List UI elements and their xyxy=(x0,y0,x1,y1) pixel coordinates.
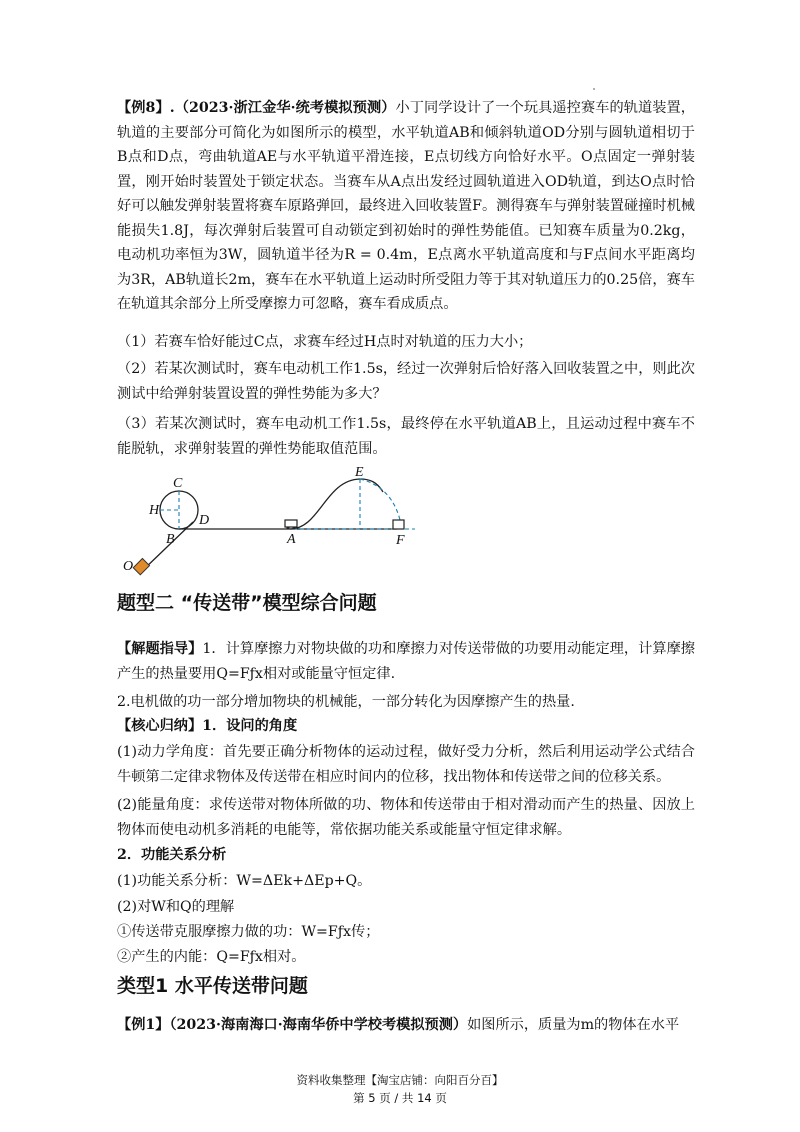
core-paragraph-1: (1)动力学角度：首先要正确分析物体的运动过程，做好受力分析，然后利用运动学公式结合牛顿第二定律求物体及传送带在相应时间内的位移，找出物体和传送带之间的位移关系。 xyxy=(117,744,695,785)
core-paragraph-2: (2)能量角度：求传送带对物体所做的功、物体和传送带由于相对滑动而产生的热量、因放上物体而使电动机多消耗的电能等，常依据功能关系或能量守恒定律求解。 xyxy=(117,797,695,838)
guide-label: 【解题指导】 xyxy=(117,641,203,657)
label-a: A xyxy=(287,532,296,547)
footer-page-number: 第 5 页 / 共 14 页 xyxy=(353,1091,447,1105)
core-label: 【核心归纳】 xyxy=(117,718,203,734)
label-e: E xyxy=(355,465,364,480)
example-1-source: （2023·海南海口·海南华侨中学校考模拟预测） xyxy=(169,1017,468,1033)
guide-paragraph-1 xyxy=(117,637,695,686)
example-8-label: 【例8】. xyxy=(117,100,175,116)
projectile-path xyxy=(360,479,401,524)
label-f: F xyxy=(396,533,405,548)
scan-dot xyxy=(593,88,595,90)
core-title-1: 1．设问的角度 xyxy=(202,718,298,734)
example-1-line xyxy=(117,1013,679,1037)
example-1-label: 【例1】 xyxy=(117,1017,170,1033)
example-8-paragraph xyxy=(117,96,695,317)
friction-work-line: ①传送带克服摩擦力做的功：W=Fƒx传； xyxy=(117,924,380,940)
example-8-source: （2023·浙江金华·统考模拟预测） xyxy=(174,100,396,116)
track-diagram xyxy=(115,462,435,582)
guide-paragraph-2: 2.电机做的功一部分增加物块的机械能，一部分转化为因摩擦产生的热量. xyxy=(117,694,575,710)
car-wheel xyxy=(287,527,290,530)
race-car xyxy=(285,520,297,527)
label-d: D xyxy=(199,513,210,528)
footer-source: 资料收集整理【淘宝店铺：向阳百分百】 xyxy=(296,1073,504,1087)
label-o: O xyxy=(123,559,134,574)
section-2-title: 题型二 “传送带”模型综合问题 xyxy=(117,592,377,614)
question-2: （2）若某次测试时，赛车电动机工作1.5s，经过一次弹射后恰好落入回收装置之中，则此次测试中给弹射装置设置的弹性势能为多大？ xyxy=(117,361,695,402)
label-h: H xyxy=(149,503,160,518)
guide-text-1: 1．计算摩擦力对物块做的功和摩擦力对传送带做的功要用动能定理，计算摩擦产生的热量要用Q=Fƒx相对或能量守恒定律. xyxy=(117,641,695,682)
question-3: （3）若某次测试时，赛车电动机工作1.5s，最终停在水平轨道AB上，且运动过程中赛车不能脱轨，求弹射装置的弹性势能取值范围。 xyxy=(117,416,695,457)
label-b: B xyxy=(166,532,175,547)
launcher-o xyxy=(133,559,149,575)
type-1-title: 类型1 水平传送带问题 xyxy=(117,975,308,997)
core-title-2: 2．功能关系分析 xyxy=(117,847,227,863)
car-wheel xyxy=(293,527,296,530)
example-1-body: 如图所示，质量为m的物体在水平 xyxy=(467,1017,680,1033)
core-heading xyxy=(117,714,297,738)
w-q-understanding-line: (2)对W和Q的理解 xyxy=(117,899,235,915)
question-1: （1）若赛车恰好能过C点，求赛车经过H点时对轨道的压力大小； xyxy=(117,334,533,350)
label-c: C xyxy=(173,476,183,491)
internal-energy-line: ②产生的内能：Q=Fƒx相对。 xyxy=(117,949,306,965)
example-8-body: 小丁同学设计了一个玩具遥控赛车的轨道装置，轨道的主要部分可简化为如图所示的模型，水平轨道AB和倾斜轨道OD分别与圆轨道相切于B点和D点，弯曲轨道AE与水平轨道平滑连接，E点切线方向恰好水平。O点固定一弹射装置，刚开始时装置处于锁定状态。当赛车从A点出发经过圆轨道进入OD轨道，到达O点时恰好可以触发弹射装置将赛车原路弹回，最终进入回收装置F。测得赛车与弹射装置碰撞时机械能损失1.8J，每次弹射后装置可自动锁定到初始时的弹性势能值。已知赛车质量为0.2kg，电动机功率恒为3W，圆轨道半径为R = 0.4m，E点离水平轨道高度和与F点间水平距离均为3R，AB轨道长2m，赛车在水平轨道上运动时所受阻力等于其对轨道压力的0.25倍，赛车在轨道其余部分上所受摩擦力可忽略，赛车看成质点。 xyxy=(117,100,695,312)
curved-track-ae xyxy=(290,479,383,529)
energy-relation-line: (1)功能关系分析：W=ΔEk+ΔEp+Q。 xyxy=(117,873,372,889)
collector-f xyxy=(393,520,404,529)
